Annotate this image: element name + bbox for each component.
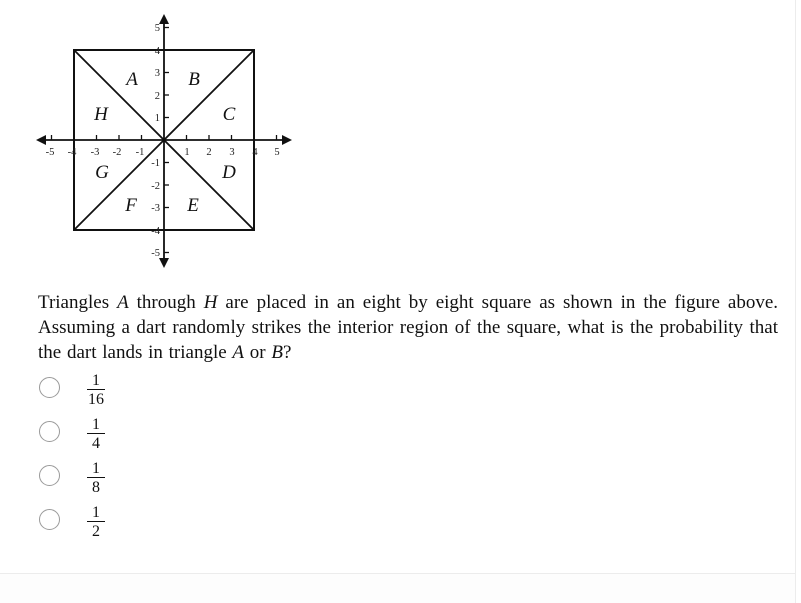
svg-text:4: 4: [252, 147, 258, 158]
svg-text:-5: -5: [45, 147, 55, 158]
x-tick-labels: [46, 147, 280, 158]
region-label-d: D: [222, 162, 236, 183]
svg-text:2: 2: [206, 147, 212, 158]
region-label-c: C: [222, 104, 236, 125]
region-label-b: B: [188, 69, 200, 90]
svg-text:-3: -3: [90, 147, 100, 158]
svg-text:-3: -3: [151, 203, 160, 214]
answer-option-1-8[interactable]: [38, 462, 238, 502]
svg-text:-1: -1: [135, 147, 145, 158]
coordinate-figure: [0, 0, 320, 280]
fraction-bar: [87, 477, 105, 478]
svg-text:-4: -4: [67, 147, 77, 158]
answer-option-1-2[interactable]: [38, 506, 238, 546]
x-axis-left-arrow-icon: [36, 135, 46, 145]
fraction: 1 16: [88, 372, 104, 408]
svg-text:-1: -1: [151, 158, 160, 169]
svg-text:3: 3: [229, 147, 235, 158]
question-text: Triangles A through H are placed in an eight by eight square as shown in the figure above. Assuming a dart randomly strikes the interior region of the square, what is the probability that the dart lands in triangle A or B?: [38, 292, 778, 363]
svg-text:1: 1: [184, 147, 190, 158]
region-label-h: H: [94, 104, 108, 125]
horizontal-divider: [0, 573, 795, 574]
y-tick-labels: [151, 23, 161, 259]
radio-button[interactable]: [39, 509, 60, 530]
svg-text:3: 3: [154, 68, 160, 79]
fraction: 1 4: [87, 416, 105, 452]
region-label-f: F: [125, 195, 137, 216]
fraction: 1 8: [87, 460, 105, 496]
answer-option-1-4[interactable]: [38, 418, 238, 458]
region-label-a: A: [126, 69, 138, 90]
region-label-g: G: [95, 162, 109, 183]
radio-button[interactable]: [39, 465, 60, 486]
y-axis-up-arrow-icon: [159, 14, 169, 24]
svg-text:-2: -2: [112, 147, 122, 158]
vertical-divider: [795, 0, 796, 603]
radio-button[interactable]: [39, 421, 60, 442]
svg-text:5: 5: [274, 147, 280, 158]
svg-text:2: 2: [154, 91, 160, 102]
svg-text:-2: -2: [151, 181, 160, 192]
fraction-bar: [87, 521, 105, 522]
region-label-e: E: [187, 195, 199, 216]
square-diagram: [0, 0, 320, 280]
fraction-bar: [87, 433, 105, 434]
svg-text:1: 1: [154, 113, 160, 124]
fraction-bar: [87, 389, 105, 390]
radio-button[interactable]: [39, 377, 60, 398]
fraction: 1 2: [87, 504, 105, 540]
svg-text:-5: -5: [151, 248, 160, 259]
svg-text:4: 4: [154, 46, 160, 57]
x-axis-right-arrow-icon: [282, 135, 292, 145]
svg-text:-4: -4: [151, 226, 160, 237]
footer-area: [0, 574, 795, 603]
y-axis-down-arrow-icon: [159, 258, 169, 268]
answer-option-1-16[interactable]: [38, 374, 238, 414]
svg-text:5: 5: [154, 23, 160, 34]
